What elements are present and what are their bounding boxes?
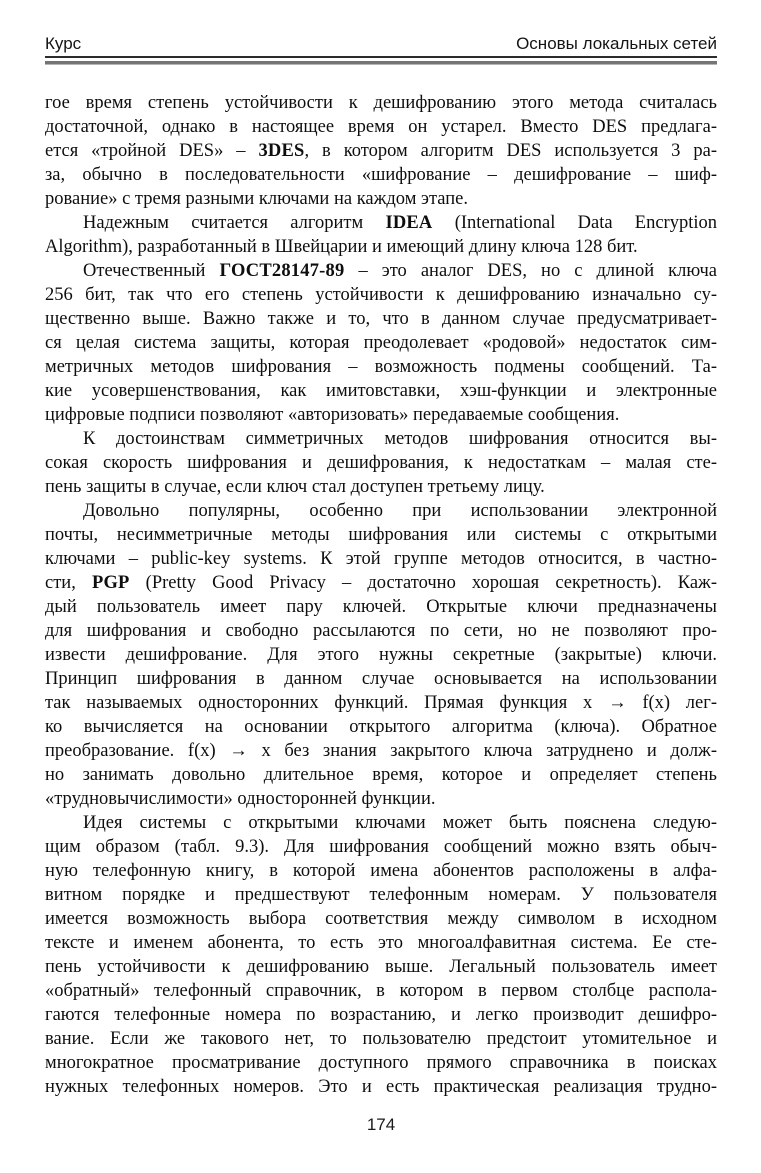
text-line (45, 427, 717, 451)
paragraph (45, 499, 717, 811)
text-line (45, 667, 717, 691)
text-line (45, 883, 717, 907)
text-segment: за, обычно в последовательности «шифрование – дешифрование – шиф- (45, 165, 717, 185)
text-line (45, 115, 717, 139)
page-number: 174 (366, 1115, 396, 1134)
text-segment: нужных телефонных номеров. Это и есть практическая реализация трудно- (45, 1077, 717, 1097)
text-segment: почты, несимметричные методы шифрования или системы с открытыми (45, 525, 717, 545)
text-segment: многократное просматривание доступного прямого справочника в поисках (45, 1053, 717, 1073)
text-line (45, 1003, 717, 1027)
text-segment: достаточной, однако в настоящее время он устарел. Вместо DES предлага- (45, 117, 717, 137)
text-segment: пень устойчивости к дешифрованию выше. Легальный пользователь имеет (45, 957, 717, 977)
text-line (45, 235, 717, 259)
text-segment: , в котором алгоритм DES используется 3 ра- (304, 141, 717, 161)
text-line (45, 1051, 717, 1075)
text-segment: ется «тройной DES» – (45, 141, 259, 161)
text-line (45, 859, 717, 883)
text-line (45, 355, 717, 379)
text-line (45, 403, 717, 427)
text-segment: гое время степень устойчивости к дешифрованию этого метода считалась (45, 93, 717, 113)
text-line (45, 91, 717, 115)
text-line (45, 259, 717, 283)
text-line (45, 283, 717, 307)
text-segment: для шифрования и свободно рассылаются по сети, но не позволяют про- (45, 621, 717, 641)
paragraph (45, 811, 717, 1099)
text-line (45, 835, 717, 859)
text-segment: Algorithm), разработанный в Швейцарии и имеющий длину ключа 128 бит. (45, 237, 638, 257)
text-line (45, 619, 717, 643)
text-segment: вание. Если же такового нет, то пользователю предстоит утомительное и (45, 1029, 717, 1049)
running-header (45, 34, 717, 56)
text-segment: имеется возможность выбора соответствия между символом в исходном (45, 909, 717, 929)
text-line (45, 787, 717, 811)
text-segment: (Pretty Good Privacy – достаточно хорошая секретность). Каж- (129, 573, 717, 593)
text-line (45, 331, 717, 355)
text-segment: дый пользователь имеет пару ключей. Открытые ключи предназначены (45, 597, 717, 617)
bold-term: PGP (91, 573, 130, 593)
text-segment: Идея системы с открытыми ключами может быть пояснена следую- (83, 813, 717, 833)
text-line (45, 1027, 717, 1051)
text-line (45, 163, 717, 187)
text-segment: ся целая система защиты, которая преодолевает «родовой» недостаток сим- (45, 333, 717, 353)
text-line (45, 307, 717, 331)
text-segment: «обратный» телефонный справочник, в котором в первом столбце распола- (45, 981, 717, 1001)
header-rule-thin (45, 56, 717, 58)
text-line (45, 955, 717, 979)
header-rule-thick (45, 61, 717, 64)
text-line (45, 979, 717, 1003)
text-line (45, 739, 717, 763)
text-line (45, 571, 717, 595)
text-segment: 256 бит, так что его степень устойчивости к дешифрованию изначально су- (45, 285, 717, 305)
text-segment: но занимать довольно длительное время, которое и определяет степень (45, 765, 717, 785)
bold-term: 3DES (258, 141, 305, 161)
page-body (45, 91, 717, 1099)
text-line (45, 811, 717, 835)
text-line (45, 715, 717, 739)
bold-term: IDEA (385, 213, 433, 233)
text-line (45, 451, 717, 475)
text-line (45, 547, 717, 571)
text-line (45, 931, 717, 955)
text-line (45, 211, 717, 235)
text-line (45, 595, 717, 619)
text-segment: щественно выше. Важно также и то, что в данном случае предусматривает- (45, 309, 717, 329)
text-segment: рование» с тремя разными ключами на каждом этапе. (45, 189, 468, 209)
text-segment: витном порядке и предшествуют телефонным номерам. У пользователя (45, 885, 717, 905)
text-line (45, 379, 717, 403)
text-line (45, 475, 717, 499)
text-line (45, 691, 717, 715)
text-segment: кие усовершенствования, как имитовставки, хэш-функции и электронные (45, 381, 717, 401)
bold-term: ГОСТ28147-89 (219, 261, 345, 281)
text-segment: К достоинствам симметричных методов шифрования относится вы- (83, 429, 717, 449)
text-segment: извести дешифрование. Для этого нужны секретные (закрытые) ключи. (45, 645, 717, 665)
page-footer (45, 1115, 717, 1135)
text-segment: сти, (45, 573, 92, 593)
text-segment: Надежным считается алгоритм (83, 213, 386, 233)
paragraph (45, 427, 717, 499)
text-segment: сокая скорость шифрования и дешифрования, к недостаткам – малая сте- (45, 453, 717, 473)
text-line (45, 1075, 717, 1099)
text-segment: цифровые подписи позволяют «авторизовать» передаваемые сообщения. (45, 405, 620, 425)
text-segment: ко вычисляется на основании открытого алгоритма (ключа). Обратное (45, 717, 717, 737)
text-line (45, 139, 717, 163)
text-segment: Довольно популярны, особенно при использовании электронной (83, 501, 717, 521)
text-segment: – это аналог DES, но с длиной ключа (344, 261, 717, 281)
text-segment: «трудновычислимости» односторонней функции. (45, 789, 436, 809)
text-segment: преобразование. f(x) → x без знания закрытого ключа затруднено и долж- (45, 741, 717, 761)
text-segment: (International Data Encryption (432, 213, 717, 233)
text-segment: так называемых односторонних функций. Прямая функция x → f(x) лег- (45, 693, 717, 713)
paragraph (45, 259, 717, 427)
text-segment: Отечественный (83, 261, 220, 281)
text-segment: тексте и именем абонента, то есть это многоалфавитная система. Ее сте- (45, 933, 717, 953)
text-line (45, 523, 717, 547)
text-segment: Принцип шифрования в данном случае основывается на использовании (45, 669, 717, 689)
text-segment: метричных методов шифрования – возможность подмены сообщений. Та- (45, 357, 717, 377)
text-segment: пень защиты в случае, если ключ стал доступен третьему лицу. (45, 477, 545, 497)
paragraph (45, 91, 717, 211)
header-course-label: Курс (45, 34, 82, 53)
text-line (45, 499, 717, 523)
text-segment: щим образом (табл. 9.3). Для шифрования сообщений можно взять обыч- (45, 837, 717, 857)
paragraph (45, 211, 717, 259)
text-segment: ключами – public-key systems. К этой группе методов относится, в частно- (45, 549, 717, 569)
text-line (45, 907, 717, 931)
text-line (45, 187, 717, 211)
text-line (45, 643, 717, 667)
text-segment: гаются телефонные номера по возрастанию, и легко производит дешифро- (45, 1005, 717, 1025)
text-segment: ную телефонную книгу, в которой имена абонентов расположены в алфа- (45, 861, 717, 881)
header-book-title: Основы локальных сетей (516, 34, 717, 53)
text-line (45, 763, 717, 787)
